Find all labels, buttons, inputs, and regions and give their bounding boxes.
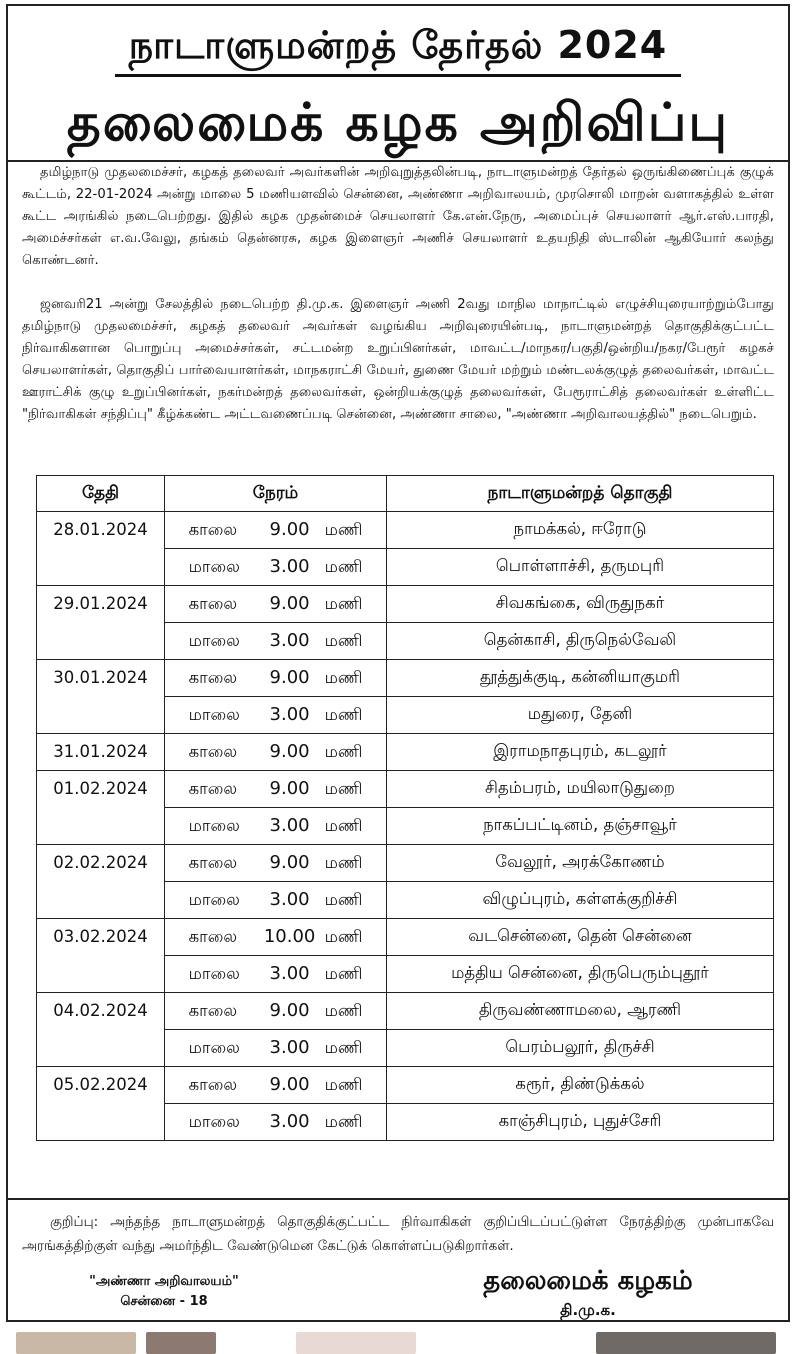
time-unit: மணி xyxy=(324,556,363,576)
constituency-cell: தூத்துக்குடி, கன்னியாகுமரி xyxy=(387,660,774,697)
time-unit: மணி xyxy=(324,1000,363,1020)
time-value: 3.00 xyxy=(269,703,310,725)
constituency-cell: நாகப்பட்டினம், தஞ்சாவூர் xyxy=(387,808,774,845)
table-row xyxy=(37,512,774,549)
time-value: 9.00 xyxy=(269,777,310,799)
header-date: தேதி xyxy=(37,476,165,512)
constituency-cell: இராமநாதபுரம், கடலூர் xyxy=(387,734,774,771)
paragraph-schedule-intro: ஜனவரி21 அன்று சேலத்தில் நடைபெற்ற தி.மு.க. இளைஞர் அணி 2வது மாநில மாநாட்டில் எழுச்சியுரையாற்றும்போது தமிழ்நாடு முதலமைச்சர், கழகத் தலைவர் அவர்கள் வழங்கிய அறிவுரையின்படி, நாடாளுமன்றத் தொகுதிக்குட்பட்ட நிர்வாகிகளான பொறுப்பு அமைச்சர்கள், சட்டமன்ற உறுப்பினர்கள், மாவட்ட/மாநகர/பகுதி/ஒன்றிய/நகர/பேரூர் கழகச் செயலாளர்கள், தொகுதிப் பார்வையாளர்கள், மாநகராட்சி மேயர், துணை மேயர் மற்றும் மண்டலக்குழுத் தலைவர்கள், மாவட்ட ஊராட்சிக் குழு உறுப்பினர்கள், நகர்மன்றத் தலைவர்கள், ஒன்றியக்குழுத் தலைவர்கள், பேரூராட்சித் தலைவர்கள் உள்ளிட்ட "நிர்வாகிகள் சந்திப்பு" கீழ்க்கண்ட அட்டவணைப்படி சென்னை, அண்ணா சாலை, "அண்ணா அறிவாலயத்தில்" நடைபெறும். xyxy=(22,297,774,422)
announcement-page xyxy=(6,4,790,1322)
schedule-rows xyxy=(37,512,774,1141)
constituency-cell: திருவண்ணாமலை, ஆரணி xyxy=(387,993,774,1030)
adjacent-image-3 xyxy=(296,1332,416,1354)
time-unit: மணி xyxy=(324,741,363,761)
address-line-1: "அண்ணா அறிவாலயம்" xyxy=(89,1274,239,1289)
time-value: 9.00 xyxy=(269,666,310,688)
period-label: காலை xyxy=(188,1000,238,1020)
time-value: 9.00 xyxy=(269,740,310,762)
time-value: 3.00 xyxy=(269,962,310,984)
note-divider xyxy=(8,1198,788,1200)
constituency-cell: விழுப்புரம், கள்ளக்குறிச்சி xyxy=(387,882,774,919)
time-unit: மணி xyxy=(324,1037,363,1057)
time-cell xyxy=(165,1067,387,1104)
period-label: காலை xyxy=(188,667,238,687)
constituency-cell: காஞ்சிபுரம், புதுச்சேரி xyxy=(387,1104,774,1141)
adjacent-image-2 xyxy=(146,1332,216,1354)
address-block xyxy=(64,1272,264,1312)
time-value: 9.00 xyxy=(269,999,310,1021)
time-cell xyxy=(165,586,387,623)
date-cell: 02.02.2024 xyxy=(37,845,165,919)
time-unit: மணி xyxy=(324,889,363,909)
time-unit: மணி xyxy=(324,1074,363,1094)
time-unit: மணி xyxy=(324,630,363,650)
constituency-cell: நாமக்கல், ஈரோடு xyxy=(387,512,774,549)
time-cell xyxy=(165,623,387,660)
time-unit: மணி xyxy=(324,667,363,687)
time-unit: மணி xyxy=(324,593,363,613)
date-cell: 05.02.2024 xyxy=(37,1067,165,1141)
time-value: 10.00 xyxy=(263,925,316,947)
constituency-cell: பெரம்பலூர், திருச்சி xyxy=(387,1030,774,1067)
period-label: காலை xyxy=(188,519,238,539)
time-cell xyxy=(165,1030,387,1067)
table-row xyxy=(37,919,774,956)
time-value: 9.00 xyxy=(269,851,310,873)
constituency-cell: கரூர், திண்டுக்கல் xyxy=(387,1067,774,1104)
period-label: காலை xyxy=(188,778,238,798)
paragraph-meeting: தமிழ்நாடு முதலமைச்சர், கழகத் தலைவர் அவர்களின் அறிவுறுத்தலின்படி, நாடாளுமன்றத் தேர்தல் ஒருங்கிணைப்புக் குழுக் கூட்டம், 22-01-2024 அன்று மாலை 5 மணியளவில் சென்னை, அண்ணா அறிவாலயம், முரசொலி மாறன் வளாகத்தில் உள்ள கூட்ட அரங்கில் நடைபெற்றது. இதில் கழக முதன்மைச் செயலாளர் கே.என்.நேரு, அமைப்புச் செயலாளர் ஆர்.எஸ்.பாரதி, அமைச்சர்கள் எ.வ.வேலு, தங்கம் தென்னரசு, கழக இளைஞர் அணிச் செயலாளர் உதயநிதி ஸ்டாலின் ஆகியோர் கலந்து கொண்டனர். xyxy=(22,165,774,268)
time-cell xyxy=(165,1104,387,1141)
time-unit: மணி xyxy=(324,926,363,946)
date-cell: 31.01.2024 xyxy=(37,734,165,771)
time-value: 9.00 xyxy=(269,518,310,540)
time-unit: மணி xyxy=(324,519,363,539)
time-unit: மணி xyxy=(324,815,363,835)
time-unit: மணி xyxy=(324,963,363,983)
date-cell: 29.01.2024 xyxy=(37,586,165,660)
date-cell: 01.02.2024 xyxy=(37,771,165,845)
date-cell: 28.01.2024 xyxy=(37,512,165,586)
note-text: குறிப்பு: அந்தந்த நாடாளுமன்றத் தொகுதிக்குட்பட்ட நிர்வாகிகள் குறிப்பிடப்பட்டுள்ள நேரத்திற்கு முன்பாகவே அரங்கத்திற்குள் வந்து அமர்ந்திட வேண்டுமென கேட்டுக் கொள்ளப்படுகிறார்கள். xyxy=(22,1214,774,1254)
time-cell xyxy=(165,882,387,919)
period-label: காலை xyxy=(188,1074,238,1094)
time-value: 9.00 xyxy=(269,1073,310,1095)
time-cell xyxy=(165,808,387,845)
date-cell: 04.02.2024 xyxy=(37,993,165,1067)
time-value: 3.00 xyxy=(269,555,310,577)
constituency-cell: சிதம்பரம், மயிலாடுதுறை xyxy=(387,771,774,808)
period-label: மாலை xyxy=(188,1111,240,1131)
date-cell: 30.01.2024 xyxy=(37,660,165,734)
table-row xyxy=(37,845,774,882)
time-unit: மணி xyxy=(324,704,363,724)
constituency-cell: பொள்ளாச்சி, தருமபுரி xyxy=(387,549,774,586)
signature-line-2: தி.மு.க. xyxy=(560,1301,616,1319)
table-row xyxy=(37,1067,774,1104)
adjacent-image-1 xyxy=(16,1332,136,1354)
time-unit: மணி xyxy=(324,852,363,872)
table-row xyxy=(37,734,774,771)
time-cell xyxy=(165,697,387,734)
table-row xyxy=(37,993,774,1030)
period-label: மாலை xyxy=(188,963,240,983)
time-cell xyxy=(165,734,387,771)
period-label: காலை xyxy=(188,926,238,946)
period-label: மாலை xyxy=(188,556,240,576)
time-cell xyxy=(165,771,387,808)
announcement-title: தலைமைக் கழக அறிவிப்பு xyxy=(66,93,730,153)
header-time: நேரம் xyxy=(165,476,387,512)
period-label: மாலை xyxy=(188,630,240,650)
time-value: 3.00 xyxy=(269,1110,310,1132)
time-unit: மணி xyxy=(324,778,363,798)
time-value: 3.00 xyxy=(269,888,310,910)
constituency-cell: வேலூர், அரக்கோணம் xyxy=(387,845,774,882)
signature-block xyxy=(458,1264,718,1322)
constituency-cell: மத்திய சென்னை, திருபெரும்புதூர் xyxy=(387,956,774,993)
period-label: காலை xyxy=(188,593,238,613)
time-cell xyxy=(165,993,387,1030)
time-cell xyxy=(165,956,387,993)
time-value: 9.00 xyxy=(269,592,310,614)
table-row xyxy=(37,660,774,697)
schedule-table xyxy=(36,475,774,1141)
adjacent-page-strip xyxy=(6,1330,790,1354)
period-label: மாலை xyxy=(188,1037,240,1057)
election-title xyxy=(8,16,788,77)
time-value: 3.00 xyxy=(269,629,310,651)
time-value: 3.00 xyxy=(269,814,310,836)
table-header-row xyxy=(37,476,774,512)
constituency-cell: தென்காசி, திருநெல்வேலி xyxy=(387,623,774,660)
period-label: மாலை xyxy=(188,889,240,909)
period-label: மாலை xyxy=(188,815,240,835)
table-row xyxy=(37,771,774,808)
election-title-text: நாடாளுமன்றத் தேர்தல் 2024 xyxy=(115,16,682,77)
time-unit: மணி xyxy=(324,1111,363,1131)
constituency-cell: சிவகங்கை, விருதுநகர் xyxy=(387,586,774,623)
time-cell xyxy=(165,845,387,882)
signature-line-1: தலைமைக் கழகம் xyxy=(483,1266,693,1296)
time-cell xyxy=(165,549,387,586)
table-row xyxy=(37,586,774,623)
address-line-2: சென்னை - 18 xyxy=(120,1294,208,1309)
time-value: 3.00 xyxy=(269,1036,310,1058)
time-cell xyxy=(165,512,387,549)
constituency-cell: வடசென்னை, தென் சென்னை xyxy=(387,919,774,956)
date-cell: 03.02.2024 xyxy=(37,919,165,993)
period-label: மாலை xyxy=(188,704,240,724)
constituency-cell: மதுரை, தேனி xyxy=(387,697,774,734)
period-label: காலை xyxy=(188,741,238,761)
header-constituency: நாடாளுமன்றத் தொகுதி xyxy=(387,476,774,512)
adjacent-image-4 xyxy=(596,1332,776,1354)
time-cell xyxy=(165,919,387,956)
time-cell xyxy=(165,660,387,697)
period-label: காலை xyxy=(188,852,238,872)
